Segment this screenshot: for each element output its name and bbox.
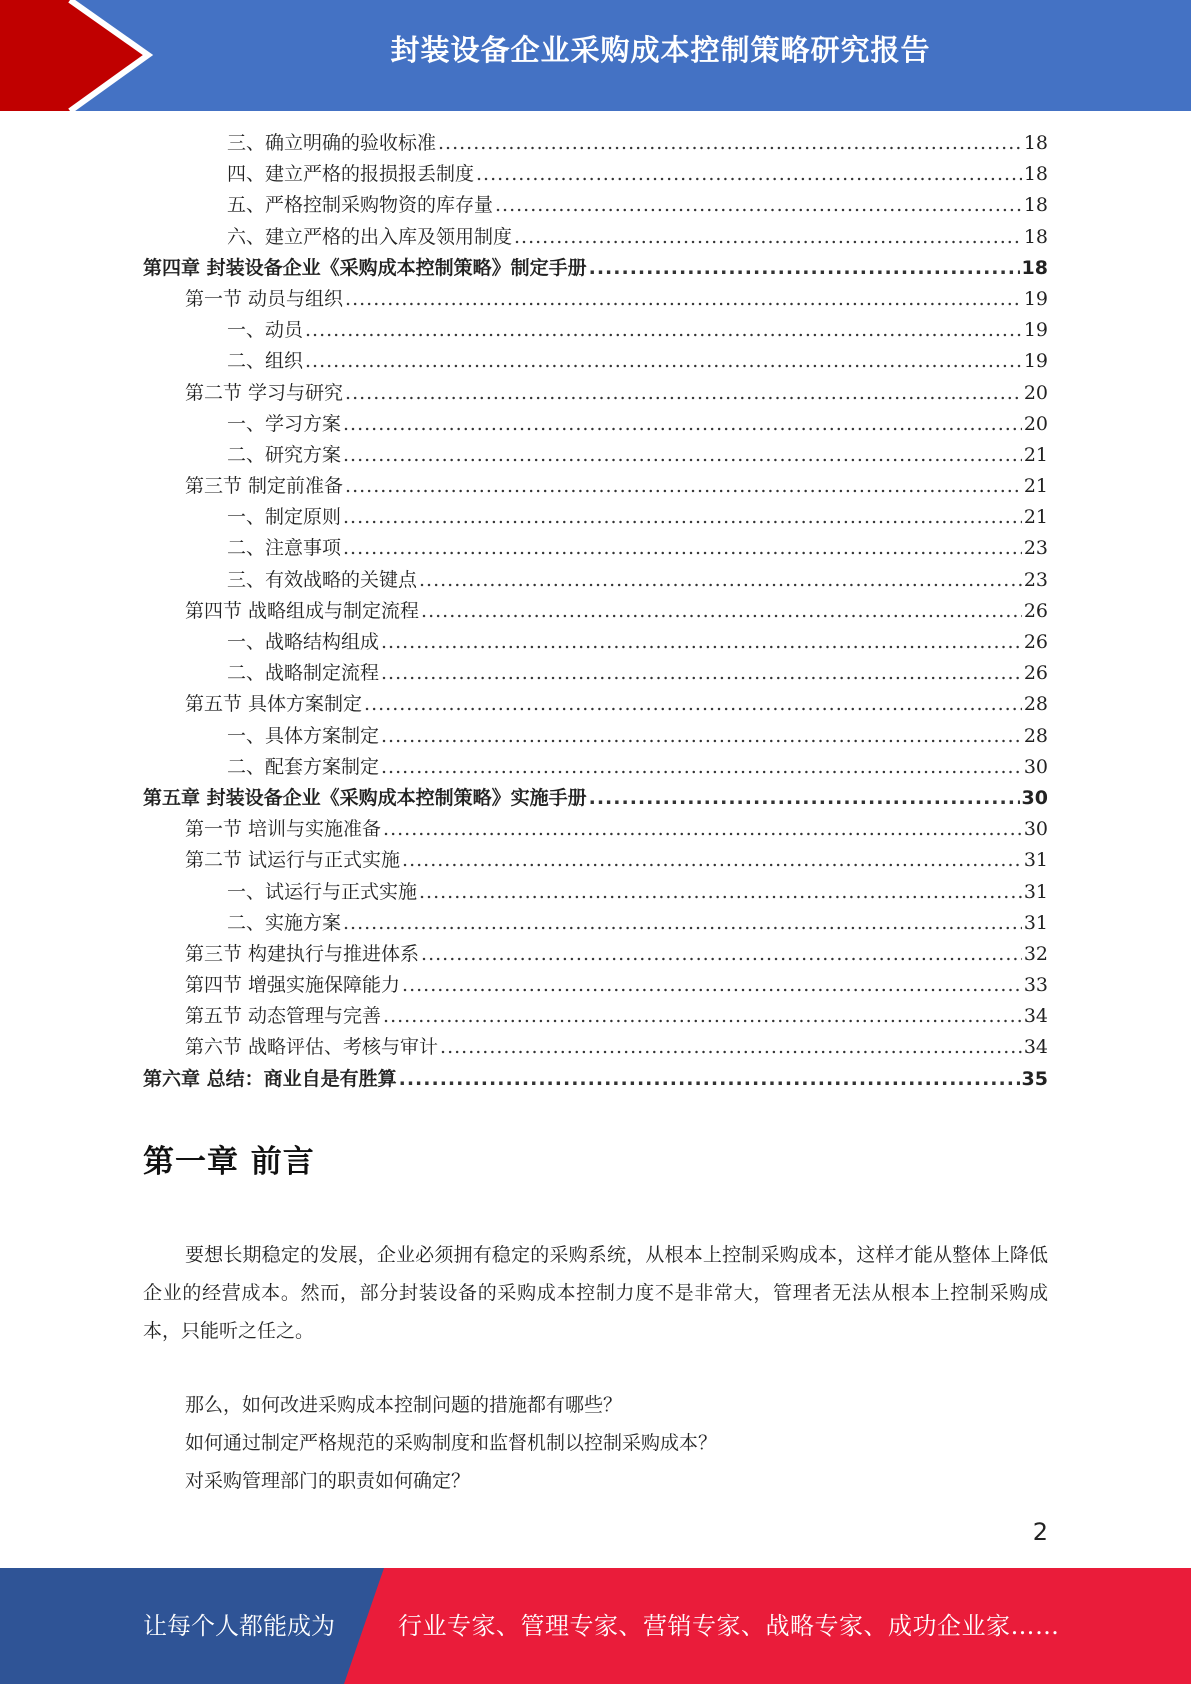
toc-entry-title: 第一节 动员与组织 [185,287,344,310]
toc-entry-title: 第五节 具体方案制定 [185,693,363,716]
toc-entry[interactable] [143,596,1048,627]
toc-entry-page: 34 [1023,1005,1048,1028]
toc-entry-page: 26 [1023,631,1048,653]
toc-entry[interactable] [143,346,1048,377]
toc-entry[interactable] [143,845,1048,876]
toc-entry[interactable] [143,378,1048,409]
toc-entry[interactable] [143,908,1048,939]
toc-entry[interactable] [143,877,1048,908]
question-list [185,1386,717,1500]
toc-entry[interactable] [143,502,1048,533]
toc-entry[interactable] [143,222,1048,253]
toc-entry-page: 18 [1023,194,1048,217]
toc-entry-title: 二、研究方案 [227,443,342,466]
toc-entry[interactable] [143,689,1048,720]
toc-entry-page: 30 [1023,818,1048,841]
toc-entry[interactable] [143,1064,1048,1095]
toc-entry-title: 一、战略结构组成 [227,631,380,653]
toc-dot-leader [345,288,1022,310]
toc-entry-page: 30 [1021,786,1048,809]
toc-entry[interactable] [143,284,1048,315]
toc-dot-leader [399,1068,1020,1090]
toc-entry-page: 26 [1023,662,1048,685]
toc-entry-title: 第四节 战略组成与制定流程 [185,599,420,622]
toc-dot-leader [589,787,1020,809]
toc-entry-title: 四、建立严格的报损报丢制度 [227,163,475,186]
question-item: 如何通过制定严格规范的采购制度和监督机制以控制采购成本？ [185,1432,718,1454]
toc-entry-page: 31 [1023,849,1048,872]
toc-entry-page: 31 [1023,911,1048,934]
toc-dot-leader [495,194,1022,216]
toc-dot-leader [343,537,1022,559]
toc-dot-leader [343,506,1022,528]
toc-dot-leader [589,257,1020,279]
toc-entry-title: 第四章 封装设备企业《采购成本控制策略》制定手册 [143,256,587,279]
toc-entry-title: 第二节 试运行与正式实施 [185,849,401,872]
toc-dot-leader [383,1005,1022,1027]
toc-entry-page: 18 [1023,163,1048,186]
page-header [0,0,1191,111]
report-title: 封装设备企业采购成本控制策略研究报告 [390,33,931,67]
toc-dot-leader [419,569,1022,591]
toc-dot-leader [381,756,1022,778]
question-item: 那么，如何改进采购成本控制问题的措施都有哪些？ [185,1394,623,1416]
toc-entry-title: 二、实施方案 [227,911,342,934]
toc-entry-title: 第一节 培训与实施准备 [185,818,382,841]
toc-entry-page: 23 [1023,537,1048,560]
toc-entry[interactable] [143,721,1048,752]
toc-entry-title: 五、严格控制采购物资的库存量 [227,194,494,217]
toc-dot-leader [514,226,1022,248]
toc-entry[interactable] [143,253,1048,284]
header-arrow-decoration [0,0,160,111]
toc-entry-page: 20 [1023,412,1048,435]
toc-entry-title: 一、具体方案制定 [227,724,380,747]
toc-entry-page: 19 [1023,319,1048,342]
toc-entry-page: 35 [1021,1067,1048,1090]
toc-entry-title: 第三节 制定前准备 [185,475,344,498]
toc-entry[interactable] [143,783,1048,814]
toc-entry-page: 32 [1023,942,1048,965]
toc-dot-leader [421,943,1022,965]
toc-dot-leader [383,818,1022,840]
footer-slogan-right: 行业专家、管理专家、营销专家、战略专家、成功企业家…… [398,1612,1060,1640]
toc-entry-page: 21 [1023,443,1048,466]
toc-entry-title: 第四节 增强实施保障能力 [185,974,401,997]
toc-dot-leader [421,600,1022,622]
toc-entry[interactable] [143,1032,1048,1063]
toc-entry-page: 18 [1023,225,1048,248]
toc-entry[interactable] [143,128,1048,159]
toc-entry[interactable] [143,1001,1048,1032]
toc-entry-page: 31 [1023,880,1048,903]
toc-entry-page: 18 [1021,256,1048,279]
toc-dot-leader [345,382,1022,404]
toc-entry-title: 第三节 构建执行与推进体系 [185,942,420,965]
page-footer [0,1568,1191,1684]
toc-entry-title: 二、配套方案制定 [227,755,380,778]
toc-entry[interactable] [143,658,1048,689]
toc-entry-title: 二、注意事项 [227,537,342,560]
toc-entry[interactable] [143,440,1048,471]
toc-entry-title: 第五节 动态管理与完善 [185,1005,382,1028]
toc-dot-leader [419,881,1022,903]
toc-entry[interactable] [143,814,1048,845]
toc-entry-title: 一、试运行与正式实施 [227,880,418,903]
toc-dot-leader [305,319,1022,341]
toc-entry-title: 二、战略制定流程 [227,662,380,685]
toc-entry-title: 三、有效战略的关键点 [227,568,418,591]
toc-entry[interactable] [143,471,1048,502]
toc-entry-page: 28 [1023,724,1048,747]
toc-entry-page: 18 [1023,132,1048,154]
toc-entry-page: 19 [1023,287,1048,310]
toc-entry-page: 20 [1023,381,1048,404]
toc-entry-title: 第六章 总结：商业自是有胜算 [143,1067,397,1090]
toc-entry-title: 第五章 封装设备企业《采购成本控制策略》实施手册 [143,786,587,809]
toc-entry[interactable] [143,565,1048,596]
toc-entry-page: 21 [1023,475,1048,498]
toc-entry-page: 33 [1023,974,1048,997]
toc-entry-page: 19 [1023,350,1048,373]
toc-entry[interactable] [143,533,1048,564]
toc-entry[interactable] [143,315,1048,346]
question-item: 对采购管理部门的职责如何确定？ [185,1470,471,1492]
toc-dot-leader [305,350,1022,372]
toc-entry[interactable] [143,159,1048,190]
toc-entry[interactable] [143,939,1048,970]
toc-dot-leader [345,475,1022,497]
toc-entry-page: 34 [1023,1036,1048,1059]
chapter-heading: 第一章 前言 [143,1144,315,1180]
toc-entry[interactable] [143,752,1048,783]
toc-dot-leader [381,662,1022,684]
toc-entry-page: 21 [1023,506,1048,529]
toc-entry-title: 第二节 学习与研究 [185,381,344,404]
toc-entry-title: 一、动员 [227,319,304,342]
toc-entry-title: 六、建立严格的出入库及领用制度 [227,225,513,248]
toc-dot-leader [343,413,1022,435]
toc-entry[interactable] [143,190,1048,221]
toc-dot-leader [343,912,1022,934]
toc-entry-title: 一、学习方案 [227,412,342,435]
page-number: 2 [1032,1518,1048,1546]
toc-dot-leader [381,631,1022,653]
toc-entry-page: 28 [1023,693,1048,716]
toc-entry[interactable] [143,409,1048,440]
toc-entry-title: 一、制定原则 [227,506,342,529]
toc-dot-leader [438,132,1022,154]
footer-slogan-left: 让每个人都能成为 [143,1612,335,1640]
toc-dot-leader [476,163,1022,185]
toc-dot-leader [402,849,1022,871]
toc-dot-leader [440,1036,1022,1058]
toc-dot-leader [343,444,1022,466]
toc-entry-title: 三、确立明确的验收标准 [227,132,437,154]
table-of-contents [143,128,1048,1095]
toc-dot-leader [402,974,1022,996]
toc-entry-page: 23 [1023,568,1048,591]
toc-entry[interactable] [143,627,1048,658]
intro-paragraph: 要想长期稳定的发展，企业必须拥有稳定的采购系统，从根本上控制采购成本，这样才能从整体上降低企业的经营成本。然而，部分封装设备的采购成本控制力度不是非常大，管理者无法从根本上控制采购成本，只能听之任之。 [143,1244,1048,1342]
toc-dot-leader [364,693,1022,715]
toc-entry-title: 二、组织 [227,350,304,373]
toc-entry-title: 第六节 战略评估、考核与审计 [185,1036,439,1059]
toc-entry-page: 30 [1023,755,1048,778]
toc-entry[interactable] [143,970,1048,1001]
toc-dot-leader [381,725,1022,747]
toc-entry-page: 26 [1023,599,1048,622]
